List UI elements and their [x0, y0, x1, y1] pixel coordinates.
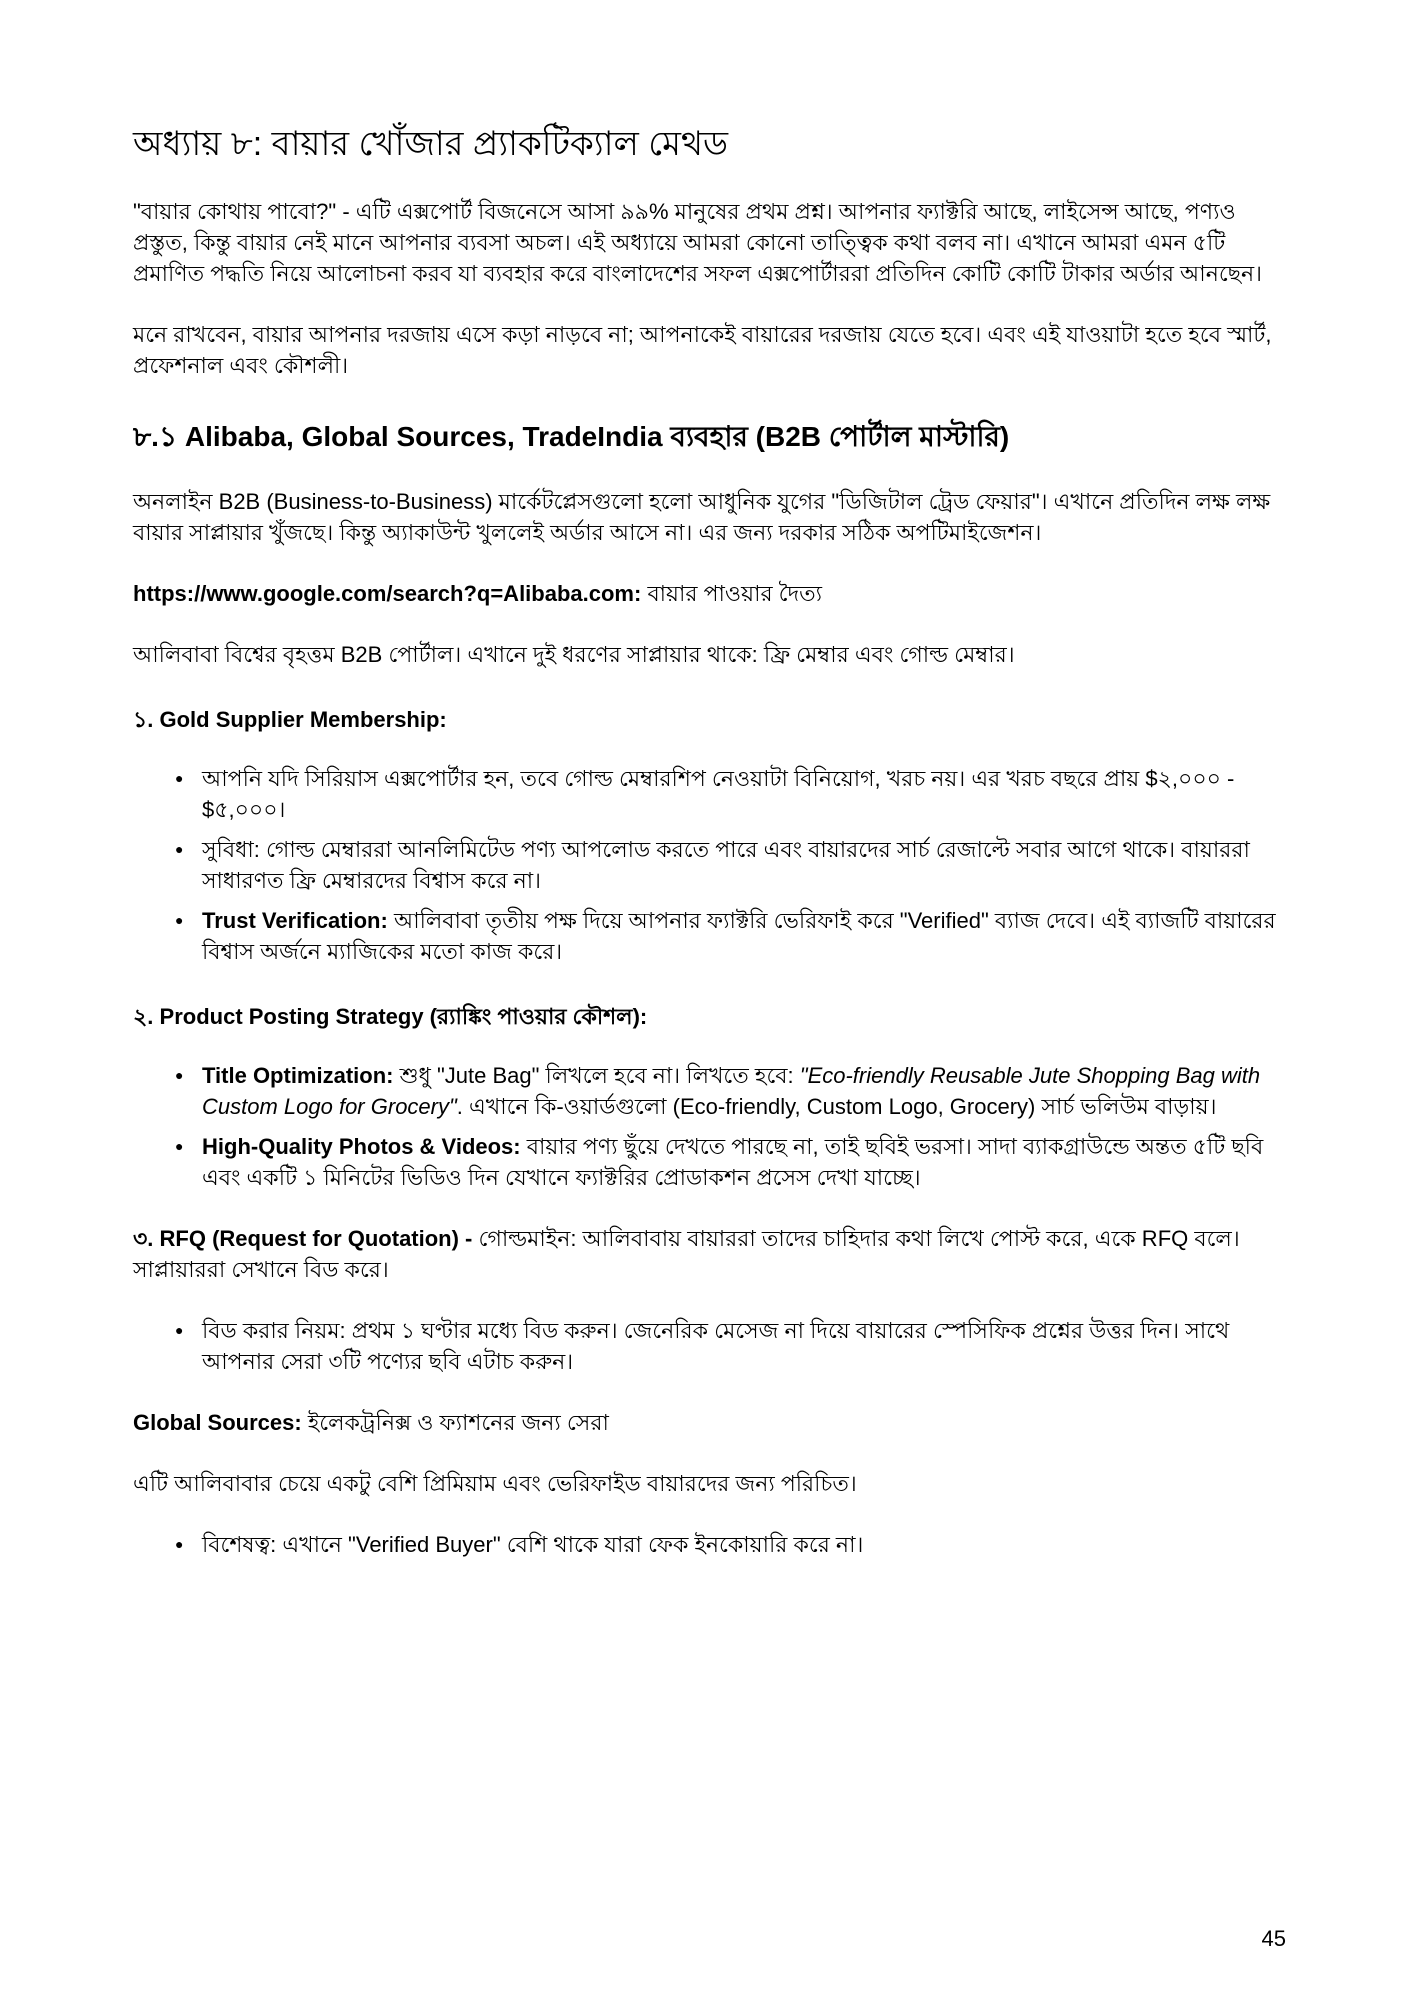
global-sources-list [133, 1529, 1288, 1560]
bullet-icon: ● [175, 1066, 184, 1083]
photos-videos-text: বায়ার পণ্য ছুঁয়ে দেখতে পারছে না, তাই ছবিই ভরসা। সাদা ব্যাকগ্রাউন্ডে অন্তত ৫টি ছবি এবং একটি ১ মিনিটের ভিডিও দিন যেখানে ফ্যাক্টরির প্রোডাকশন প্রসেস দেখা যাচ্ছে। [202, 1133, 1264, 1190]
list-item [175, 1529, 1288, 1560]
title-optimization-example: "Eco-friendly Reusable Jute Shopping Bag with Custom Logo for Grocery" [202, 1062, 1261, 1119]
trust-verification-label: Trust Verification: [202, 907, 388, 933]
rfq-list [133, 1315, 1288, 1377]
trust-verification-text: আলিবাবা তৃতীয় পক্ষ দিয়ে আপনার ফ্যাক্টরি ভেরিফাই করে "Verified" ব্যাজ দেবে। এই ব্যাজটি বায়ারের বিশ্বাস অর্জনে ম্যাজিকের মতো কাজ করে। [202, 907, 1276, 964]
title-optimization-rest: . এখানে কি-ওয়ার্ডগুলো (Eco-friendly, Custom Logo, Grocery) সার্চ ভলিউম বাড়ায়। [456, 1093, 1217, 1119]
gold-bullet-cost: আপনি যদি সিরিয়াস এক্সপোর্টার হন, তবে গোল্ড মেম্বারশিপ নেওয়াটা বিনিয়োগ, খরচ নয়। এর খরচ বছরে প্রায় $২,০০০ - $৫,০০০। [202, 765, 1235, 822]
bullet-icon: ● [175, 1535, 184, 1552]
list-item [175, 763, 1288, 825]
alibaba-url-line [133, 578, 1288, 609]
alibaba-url-caption: বায়ার পাওয়ার দৈত্য [647, 580, 823, 606]
page-content [133, 122, 1288, 1590]
intro-paragraph-2: মনে রাখবেন, বায়ার আপনার দরজায় এসে কড়া নাড়বে না; আপনাকেই বায়ারের দরজায় যেতে হবে। এবং এই যাওয়াটা হতে হবে স্মার্ট, প্রফেশনাল এবং কৌশলী। [133, 322, 1272, 379]
verified-buyer-note: বিশেষত্ব: এখানে "Verified Buyer" বেশি থাকে যারা ফেক ইনকোয়ারি করে না। [202, 1531, 864, 1557]
section-8-1-heading: ৮.১ Alibaba, Global Sources, TradeIndia ব্যবহার (B2B পোর্টাল মাস্টারি) [133, 421, 1010, 453]
list-item [175, 1060, 1288, 1122]
rfq-paragraph [133, 1223, 1288, 1285]
intro-paragraph-1: "বায়ার কোথায় পাবো?" - এটি এক্সপোর্ট বিজনেসে আসা ৯৯% মানুষের প্রথম প্রশ্ন। আপনার ফ্যাক্টরি আছে, লাইসেন্স আছে, পণ্যও প্রস্তুত, কিন্তু বায়ার নেই মানে আপনার ব্যবসা অচল। এই অধ্যায়ে আমরা কোনো তাত্ত্বিক কথা বলব না। এখানে আমরা এমন ৫টি প্রমাণিত পদ্ধতি নিয়ে আলোচনা করব যা ব্যবহার করে বাংলাদেশের সফল এক্সপোর্টাররা প্রতিদিন কোটি কোটি টাকার অর্ডার আনছেন। [133, 199, 1263, 287]
list-item [175, 1315, 1288, 1377]
gold-bullet-benefits: সুবিধা: গোল্ড মেম্বাররা আনলিমিটেড পণ্য আপলোড করতে পারে এবং বায়ারদের সার্চ রেজাল্টে সবার আগে থাকে। বায়াররা সাধারণত ফ্রি মেম্বারদের বিশ্বাস করে না। [202, 836, 1250, 893]
list-item [175, 905, 1288, 967]
rfq-label: ৩. RFQ (Request for Quotation) - [133, 1225, 473, 1251]
gold-supplier-list [133, 763, 1288, 967]
photos-videos-label: High-Quality Photos & Videos: [202, 1133, 521, 1159]
rfq-text: গোল্ডমাইন: আলিবাবায় বায়াররা তাদের চাহিদার কথা লিখে পোস্ট করে, একে RFQ বলে। সাপ্লায়াররা সেখানে বিড করে। [133, 1225, 1240, 1282]
title-optimization-text: শুধু "Jute Bag" লিখলে হবে না। লিখতে হবে: [399, 1062, 794, 1088]
b2b-marketplaces-paragraph: অনলাইন B2B (Business-to-Business) মার্কেটপ্লেসগুলো হলো আধুনিক যুগের "ডিজিটাল ট্রেড ফেয়ার"। এখানে প্রতিদিন লক্ষ লক্ষ বায়ার সাপ্লায়ার খুঁজছে। কিন্তু অ্যাকাউন্ট খুললেই অর্ডার আসে না। এর জন্য দরকার সঠিক অপটিমাইজেশন। [133, 488, 1271, 545]
product-posting-list [133, 1060, 1288, 1193]
global-sources-label: Global Sources: [133, 1409, 302, 1435]
bullet-icon: ● [175, 1137, 184, 1154]
list-item [175, 834, 1288, 896]
bullet-icon: ● [175, 1321, 184, 1338]
alibaba-search-url: https://www.google.com/search?q=Alibaba.com: [133, 580, 642, 606]
global-sources-line [133, 1407, 1288, 1438]
global-sources-paragraph: এটি আলিবাবার চেয়ে একটু বেশি প্রিমিয়াম এবং ভেরিফাইড বায়ারদের জন্য পরিচিত। [133, 1470, 857, 1496]
bullet-icon: ● [175, 840, 184, 857]
rfq-bidding-rule: বিড করার নিয়ম: প্রথম ১ ঘণ্টার মধ্যে বিড করুন। জেনেরিক মেসেজ না দিয়ে বায়ারের স্পেসিফিক প্রশ্নের উত্তর দিন। সাথে আপনার সেরা ৩টি পণ্যের ছবি এটাচ করুন। [202, 1317, 1230, 1374]
bullet-icon: ● [175, 769, 184, 786]
alibaba-intro-paragraph: আলিবাবা বিশ্বের বৃহত্তম B2B পোর্টাল। এখানে দুই ধরণের সাপ্লায়ার থাকে: ফ্রি মেম্বার এবং গোল্ড মেম্বার। [133, 641, 1015, 667]
chapter-title: অধ্যায় ৮: বায়ার খোঁজার প্র্যাকটিক্যাল মেথড [133, 125, 729, 163]
title-optimization-label: Title Optimization: [202, 1062, 394, 1088]
global-sources-caption: ইলেকট্রনিক্স ও ফ্যাশনের জন্য সেরা [307, 1409, 609, 1435]
bullet-icon: ● [175, 911, 184, 928]
list-item [175, 1131, 1288, 1193]
product-posting-heading: ২. Product Posting Strategy (র‍্যাঙ্কিং পাওয়ার কৌশল): [133, 1003, 648, 1029]
gold-supplier-heading: ১. Gold Supplier Membership: [133, 706, 447, 732]
page-number: 45 [1261, 1926, 1286, 1951]
